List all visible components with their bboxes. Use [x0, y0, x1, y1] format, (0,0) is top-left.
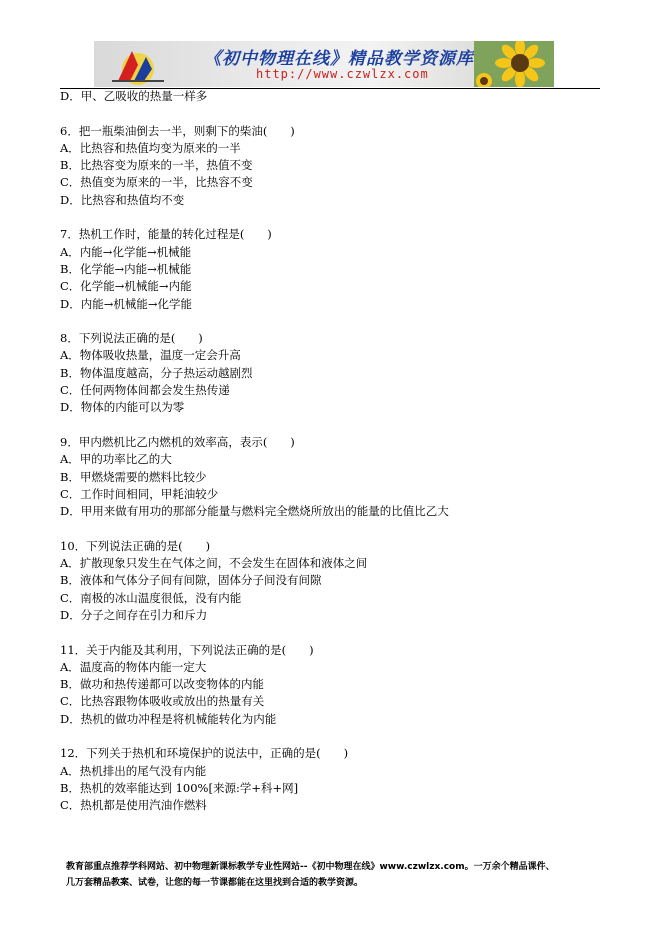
banner-title: 《初中物理在线》精品教学资源库 — [204, 49, 474, 69]
option-c: C．南极的冰山温度很低，没有内能 — [60, 590, 242, 605]
option-c: C．工作时间相同，甲耗油较少 — [60, 486, 219, 501]
option-d: D．热机的做功冲程是将机械能转化为内能 — [60, 711, 277, 726]
option-a: A．内能→化学能→机械能 — [60, 244, 192, 259]
question-content — [60, 88, 620, 814]
option-d: D．内能→机械能→化学能 — [60, 296, 192, 311]
question-stem: 11．关于内能及其利用，下列说法正确的是( ) — [60, 642, 314, 657]
option-d: D．物体的内能可以为零 — [60, 400, 185, 415]
question-stem: 9．甲内燃机比乙内燃机的效率高，表示( ) — [60, 434, 295, 449]
option-c: C．任何两物体间都会发生热传递 — [60, 383, 230, 398]
option-d: D．甲用来做有用功的那部分能量与燃料完全燃烧所放出的能量的比值比乙大 — [60, 504, 449, 519]
option-b: B．热机的效率能达到 100%[来源:学+科+网] — [60, 780, 299, 795]
option-a: A．温度高的物体内能一定大 — [60, 659, 207, 674]
option-b: B．比热容变为原来的一半，热值不变 — [60, 158, 253, 173]
option-c: C．比热容跟物体吸收或放出的热量有关 — [60, 694, 265, 709]
question-stem: 12．下列关于热机和环境保护的说法中，正确的是( ) — [60, 746, 349, 761]
question-12 — [60, 745, 620, 814]
question-7 — [60, 226, 620, 312]
option-b: B．做功和热传递都可以改变物体的内能 — [60, 677, 264, 692]
question-11 — [60, 642, 620, 728]
sunflower-icon — [474, 41, 554, 87]
option-c: C．热值变为原来的一半，比热容不变 — [60, 175, 253, 190]
option-a: A．物体吸收热量，温度一定会升高 — [60, 348, 241, 363]
question-stem: 10．下列说法正确的是( ) — [60, 538, 211, 553]
option-c: C．热机都是使用汽油作燃料 — [60, 798, 207, 813]
cc-logo-icon — [108, 45, 168, 85]
question-stem: 8．下列说法正确的是( ) — [60, 331, 203, 346]
option-d: D．比热容和热值均不变 — [60, 192, 185, 207]
option-d: D．分子之间存在引力和斥力 — [60, 607, 208, 622]
header-banner — [94, 41, 554, 87]
option-b: B．物体温度越高，分子热运动越剧烈 — [60, 365, 253, 380]
question-9 — [60, 434, 620, 520]
option-b: B．化学能→内能→机械能 — [60, 261, 192, 276]
option-b: B．甲燃烧需要的燃料比较少 — [60, 469, 207, 484]
footer-line-2: 几万套精品教案、试卷，让您的每一节课都能在这里找到合适的教学资源。 — [66, 878, 364, 888]
page-footer — [66, 859, 606, 891]
banner-url[interactable]: http://www.czwlzx.com — [256, 67, 429, 81]
option-c: C．化学能→机械能→内能 — [60, 279, 192, 294]
option-a: A．甲的功率比乙的大 — [60, 452, 172, 467]
question-10 — [60, 538, 620, 624]
footer-line-1: 教育部重点推荐学科网站、初中物理新课标教学专业性网站--《初中物理在线》www.czwlzx.com。一万余个精品课件、 — [66, 862, 555, 872]
option-a: A．扩散现象只发生在气体之间，不会发生在固体和液体之间 — [60, 556, 368, 571]
question-stem: 7．热机工作时，能量的转化过程是( ) — [60, 227, 272, 242]
question-6 — [60, 123, 620, 209]
option-a: A．比热容和热值均变为原来的一半 — [60, 140, 241, 155]
question-stem: 6．把一瓶柴油倒去一半，则剩下的柴油( ) — [60, 123, 295, 138]
question-8 — [60, 330, 620, 416]
previous-option: D．甲、乙吸收的热量一样多 — [60, 89, 208, 103]
option-a: A．热机排出的尾气没有内能 — [60, 763, 207, 778]
option-b: B．液体和气体分子间有间隙，固体分子间没有间隙 — [60, 573, 322, 588]
